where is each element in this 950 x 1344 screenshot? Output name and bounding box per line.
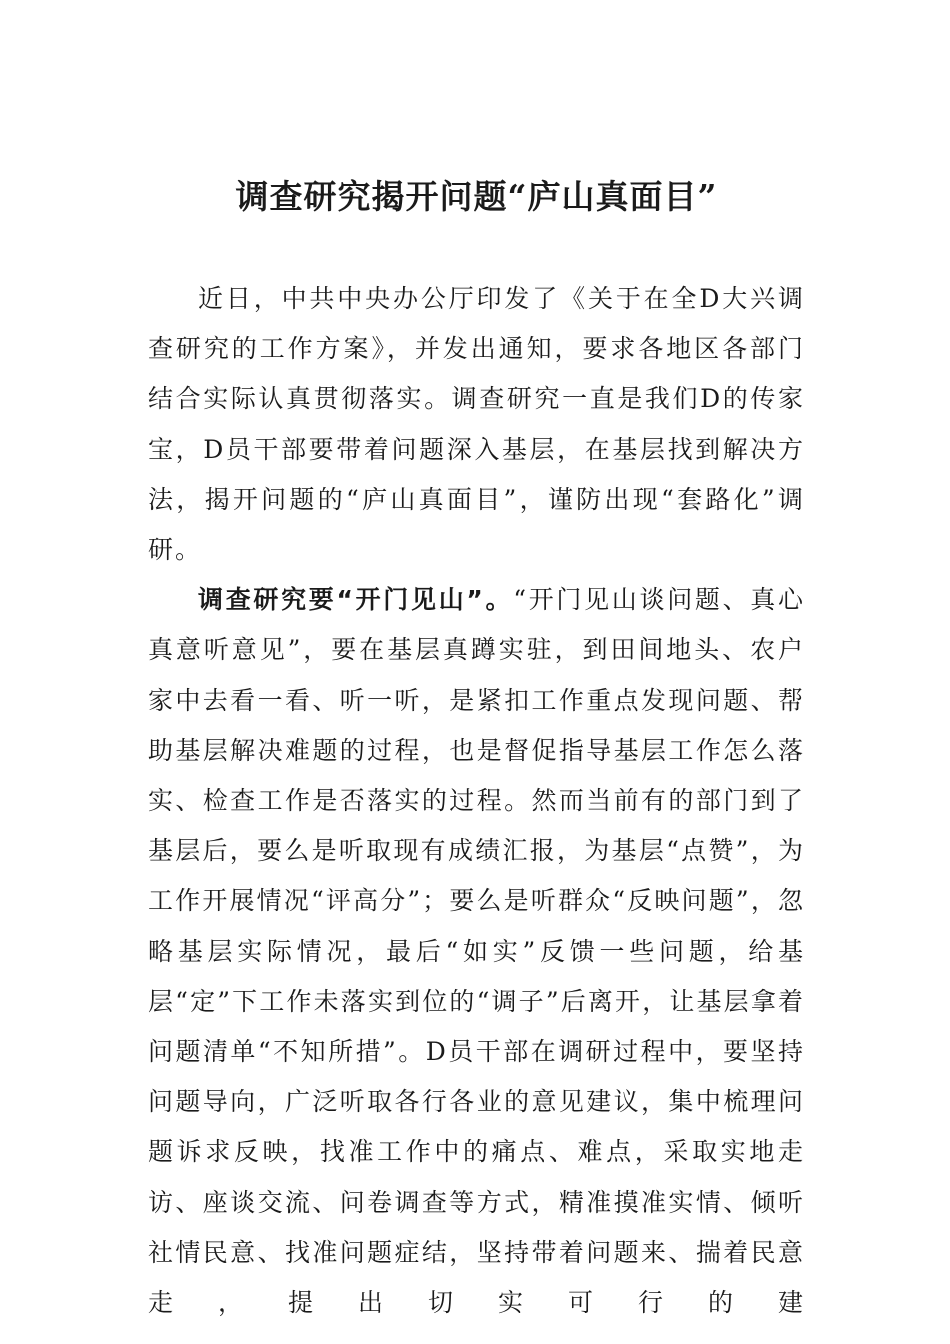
paragraph-1: [148, 274, 805, 575]
document-title: 调查研究揭开问题“庐山真面目”: [235, 177, 718, 216]
paragraph-2-lead: 调查研究要“开门见山”。: [198, 585, 514, 615]
paragraph-2-text: “开门见山谈问题、真心真意听意见”，要在基层真蹲实驻，到田间地头、农户家中去看一看、听一听，是紧扣工作重点发现问题、帮助基层解决难题的过程，也是督促指导基层工作怎么落实、检查工作是否落实的过程。然而当前有的部门到了基层后，要么是听取现有成绩汇报，为基层“点赞”，为工作开展情况“评高分”；要么是听群众“反映问题”，忽略基层实际情况，最后“如实”反馈一些问题，给基层“定”下工作未落实到位的“调子”后离开，让基层拿着问题清单“不知所措”。D员干部在调研过程中，要坚持问题导向，广泛听取各行各业的意见建议，集中梳理问题诉求反映，找准工作中的痛点、难点，采取实地走访、座谈交流、问卷调查等方式，精准摸准实情、倾听社情民意、找准问题症结，坚持带着问题来、揣着民意走，提出切实可行的建: [148, 585, 805, 1318]
paragraph-2: [148, 575, 805, 1328]
paragraph-1-text: 近日，中共中央办公厅印发了《关于在全D大兴调查研究的工作方案》，并发出通知，要求各地区各部门结合实际认真贯彻落实。调查研究一直是我们D的传家宝，D员干部要带着问题深入基层，在基层找到解决方法，揭开问题的“庐山真面目”，谨防出现“套路化”调研。: [148, 284, 805, 565]
document-body: [148, 274, 805, 1328]
document-page: [148, 0, 805, 1344]
